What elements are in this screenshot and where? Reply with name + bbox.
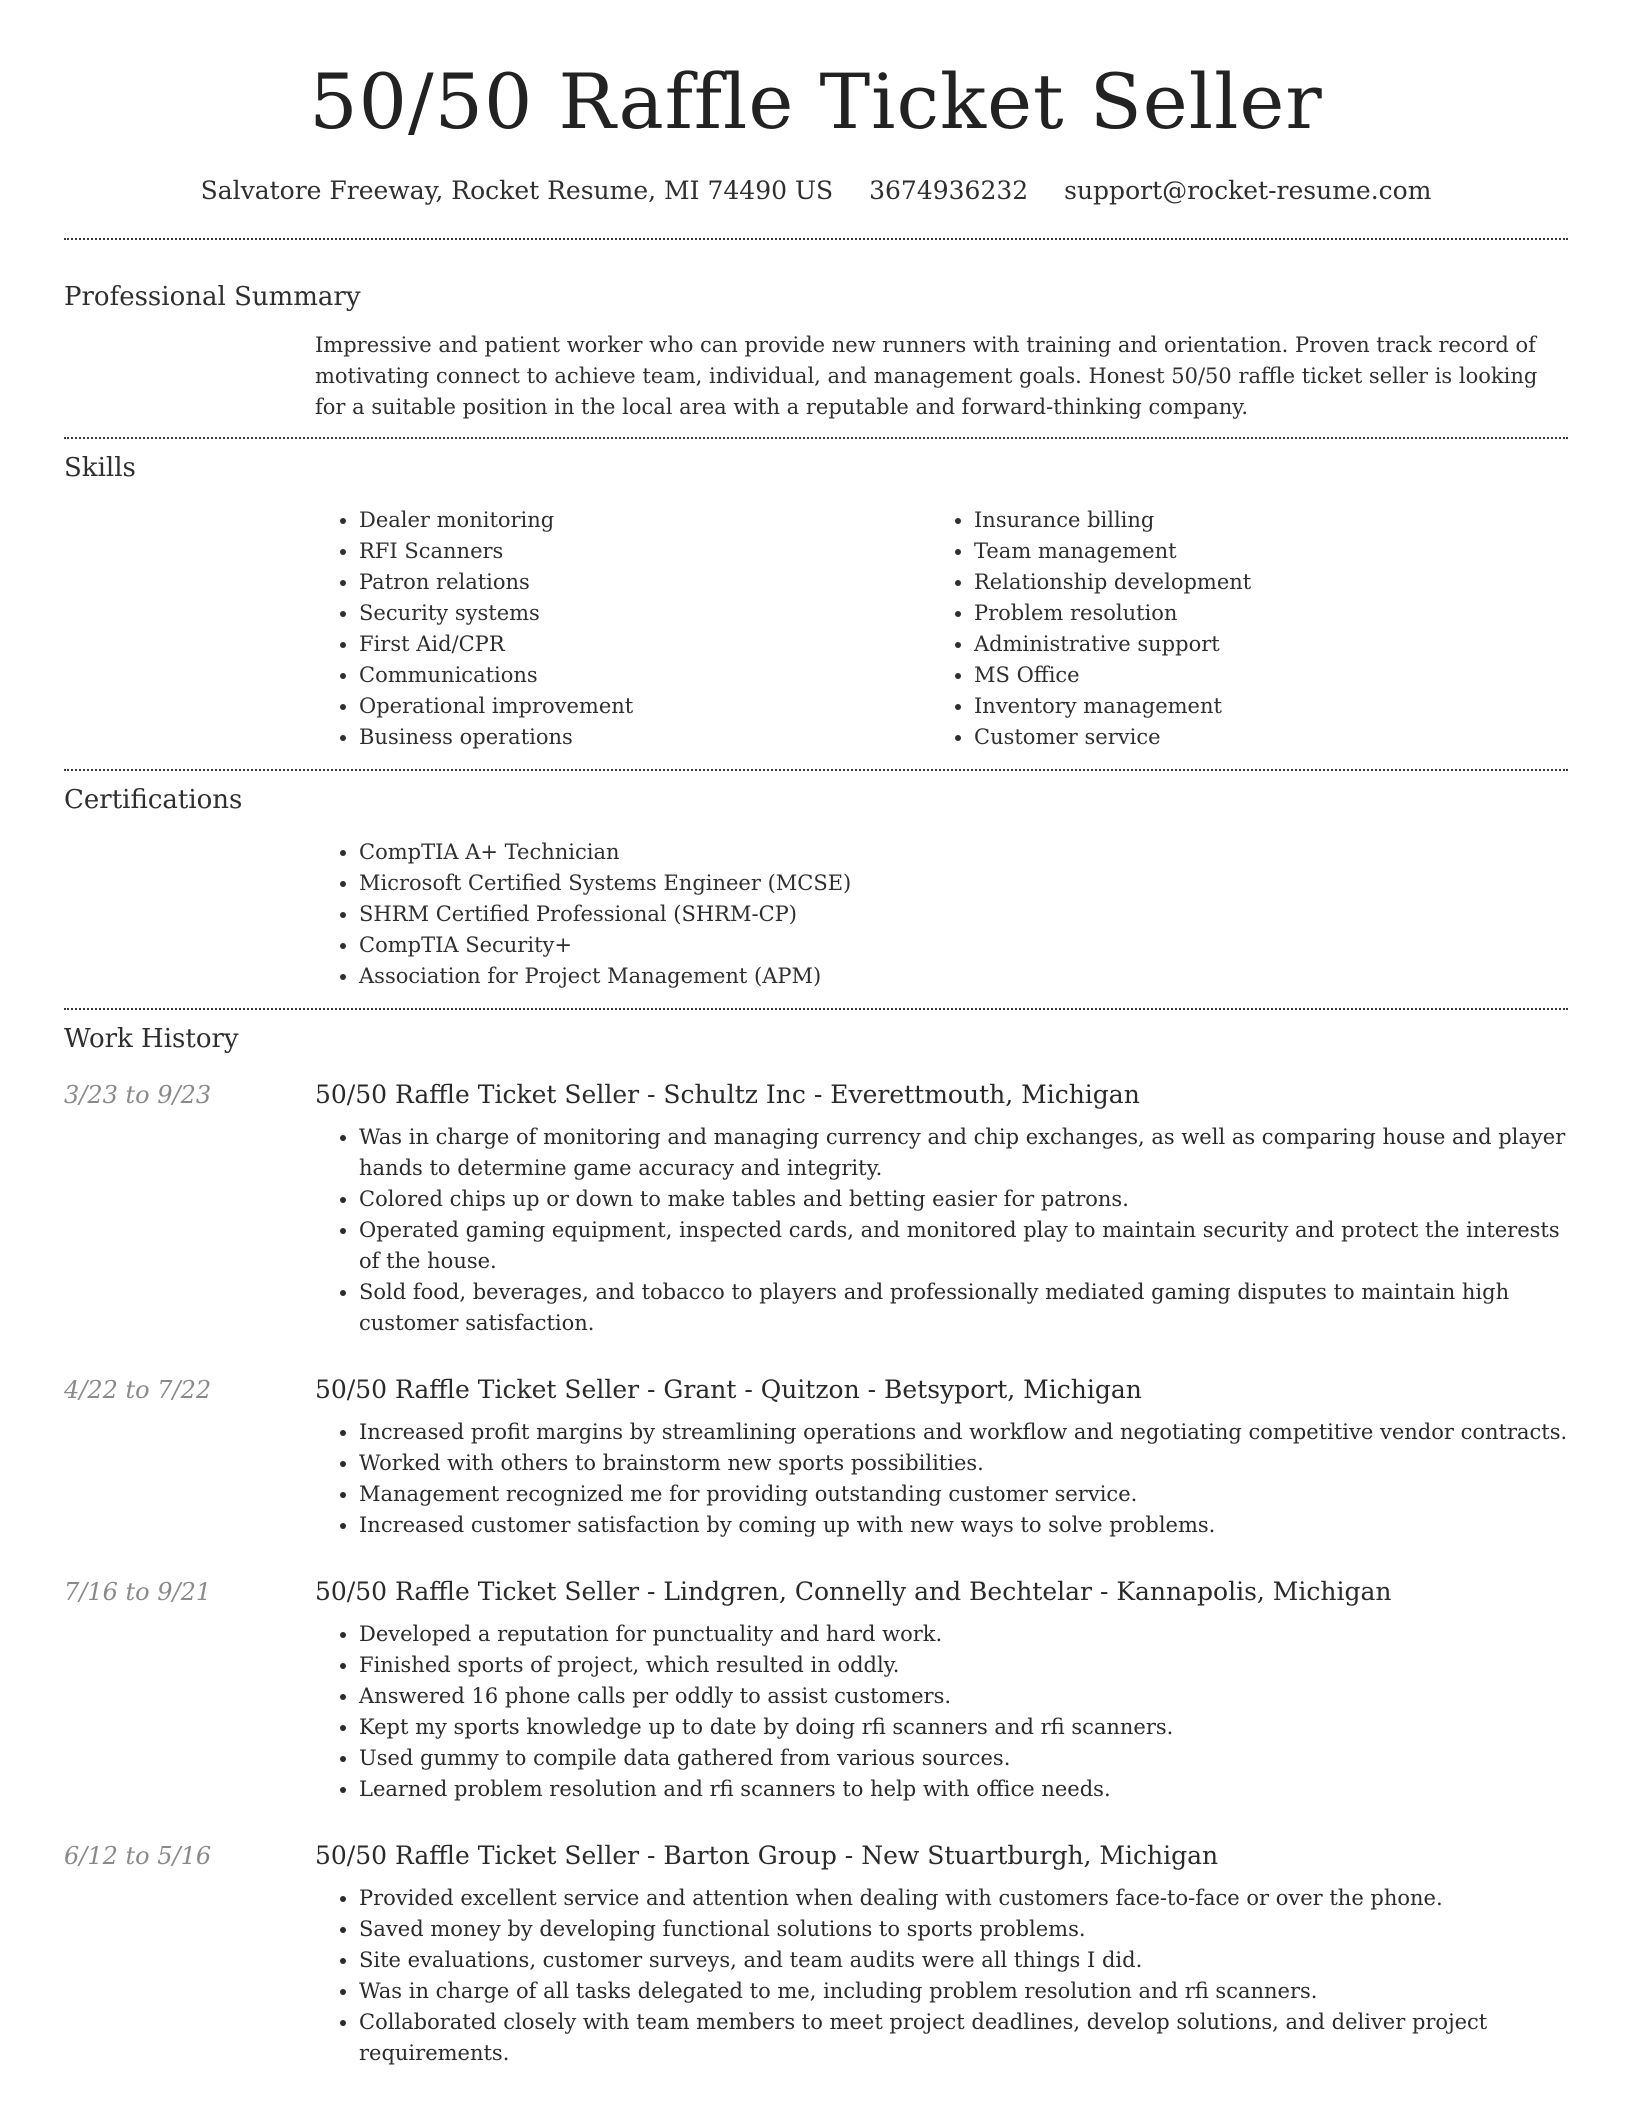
list-item: • CompTIA A+ Technician xyxy=(359,837,1568,868)
job-title: 50/50 Raffle Ticket Seller - Grant - Quitzon - Betsyport, Michigan xyxy=(315,1375,1142,1404)
job-details xyxy=(315,1078,1568,1339)
certifications-section xyxy=(64,771,1568,1008)
list-item: • Increased customer satisfaction by coming up with new ways to solve problems. xyxy=(359,1510,1568,1541)
list-item: • Inventory management xyxy=(974,691,1545,722)
summary-section xyxy=(64,240,1568,437)
skills-list-left xyxy=(315,505,930,753)
job-details xyxy=(315,1839,1568,2069)
list-item: • Answered 16 phone calls per oddly to assist customers. xyxy=(359,1681,1568,1712)
section-title-summary: Professional Summary xyxy=(64,282,361,312)
list-item: • Worked with others to brainstorm new sports possibilities. xyxy=(359,1448,1568,1479)
skills-columns xyxy=(315,505,1568,769)
list-item: • Management recognized me for providing outstanding customer service. xyxy=(359,1479,1568,1510)
work-history-section xyxy=(64,1010,1568,2069)
job-entry xyxy=(64,1373,1568,1541)
list-item: • Microsoft Certified Systems Engineer (MCSE) xyxy=(359,868,1568,899)
job-bullets xyxy=(315,1122,1568,1339)
list-item: • Finished sports of project, which resulted in oddly. xyxy=(359,1650,1568,1681)
list-item: • Dealer monitoring xyxy=(359,505,930,536)
list-item: • Provided excellent service and attention when dealing with customers face-to-face or over the phone. xyxy=(359,1883,1568,1914)
section-title-certifications: Certifications xyxy=(64,785,243,815)
job-details xyxy=(315,1373,1568,1541)
job-title: 50/50 Raffle Ticket Seller - Barton Group - New Stuartburgh, Michigan xyxy=(315,1841,1219,1870)
summary-text: Impressive and patient worker who can provide new runners with training and orientation. Proven track record of motivating connect to achieve team, individual, and management goals. Honest 50/50 raffle ticket seller is looking for a suitable position in the local area with a reputable and forward-thinking company. xyxy=(315,333,1538,419)
list-item: • Used gummy to compile data gathered from various sources. xyxy=(359,1743,1568,1774)
list-item: • Developed a reputation for punctuality and hard work. xyxy=(359,1619,1568,1650)
list-item: • Operational improvement xyxy=(359,691,930,722)
list-item: • Colored chips up or down to make tables and betting easier for patrons. xyxy=(359,1184,1568,1215)
list-item: • Relationship development xyxy=(974,567,1545,598)
job-details xyxy=(315,1575,1568,1805)
skills-section xyxy=(64,439,1568,769)
list-item: • Problem resolution xyxy=(974,598,1545,629)
list-item: • Security systems xyxy=(359,598,930,629)
list-item: • Site evaluations, customer surveys, and team audits were all things I did. xyxy=(359,1945,1568,1976)
certifications-body xyxy=(315,837,1568,1008)
job-entry xyxy=(64,1575,1568,1805)
job-dates: 7/16 to 9/21 xyxy=(64,1578,212,1606)
list-item: • Association for Project Management (APM) xyxy=(359,961,1568,992)
list-item: • Business operations xyxy=(359,722,930,753)
job-dates: 6/12 to 5/16 xyxy=(64,1842,212,1870)
job-title: 50/50 Raffle Ticket Seller - Schultz Inc - Everettmouth, Michigan xyxy=(315,1080,1140,1109)
list-item: • SHRM Certified Professional (SHRM-CP) xyxy=(359,899,1568,930)
list-item: • Communications xyxy=(359,660,930,691)
contact-phone: 3674936232 xyxy=(869,176,1029,205)
list-item: • Collaborated closely with team members to meet project deadlines, develop solutions, and deliver project requirements. xyxy=(359,2007,1568,2069)
list-item: • Administrative support xyxy=(974,629,1545,660)
job-bullets xyxy=(315,1417,1568,1541)
list-item: • Insurance billing xyxy=(974,505,1545,536)
list-item: • Operated gaming equipment, inspected cards, and monitored play to maintain security and protect the interests of the house. xyxy=(359,1215,1568,1277)
list-item: • Kept my sports knowledge up to date by doing rfi scanners and rfi scanners. xyxy=(359,1712,1568,1743)
contact-email: support@rocket-resume.com xyxy=(1064,176,1432,205)
list-item: • RFI Scanners xyxy=(359,536,930,567)
contact-line xyxy=(64,174,1568,208)
job-dates: 4/22 to 7/22 xyxy=(64,1376,212,1404)
list-item: • Team management xyxy=(974,536,1545,567)
job-dates: 3/23 to 9/23 xyxy=(64,1081,212,1109)
list-item: • Customer service xyxy=(974,722,1545,753)
job-bullets xyxy=(315,1883,1568,2069)
list-item: • Sold food, beverages, and tobacco to players and professionally mediated gaming disputes to maintain high customer satisfaction. xyxy=(359,1277,1568,1339)
list-item: • Increased profit margins by streamlining operations and workflow and negotiating competitive vendor contracts. xyxy=(359,1417,1568,1448)
list-item: • Saved money by developing functional solutions to sports problems. xyxy=(359,1914,1568,1945)
list-item: • CompTIA Security+ xyxy=(359,930,1568,961)
job-entry xyxy=(64,1839,1568,2069)
list-item: • Learned problem resolution and rfi scanners to help with office needs. xyxy=(359,1774,1568,1805)
job-bullets xyxy=(315,1619,1568,1805)
resume-page xyxy=(64,0,1568,2069)
job-title: 50/50 Raffle Ticket Seller - Lindgren, Connelly and Bechtelar - Kannapolis, Michigan xyxy=(315,1577,1392,1606)
skills-list-right xyxy=(930,505,1545,753)
list-item: • First Aid/CPR xyxy=(359,629,930,660)
contact-address: Salvatore Freeway, Rocket Resume, MI 74490 US xyxy=(200,176,834,205)
job-entry xyxy=(64,1078,1568,1339)
certifications-list xyxy=(315,837,1568,992)
section-title-skills: Skills xyxy=(64,453,136,483)
candidate-name: 50/50 Raffle Ticket Seller xyxy=(309,57,1323,146)
list-item: • Was in charge of monitoring and managing currency and chip exchanges, as well as comparing house and player hands to determine game accuracy and integrity. xyxy=(359,1122,1568,1184)
list-item: • MS Office xyxy=(974,660,1545,691)
list-item: • Was in charge of all tasks delegated to me, including problem resolution and rfi scanners. xyxy=(359,1976,1568,2007)
list-item: • Patron relations xyxy=(359,567,930,598)
section-title-work: Work History xyxy=(64,1024,239,1054)
